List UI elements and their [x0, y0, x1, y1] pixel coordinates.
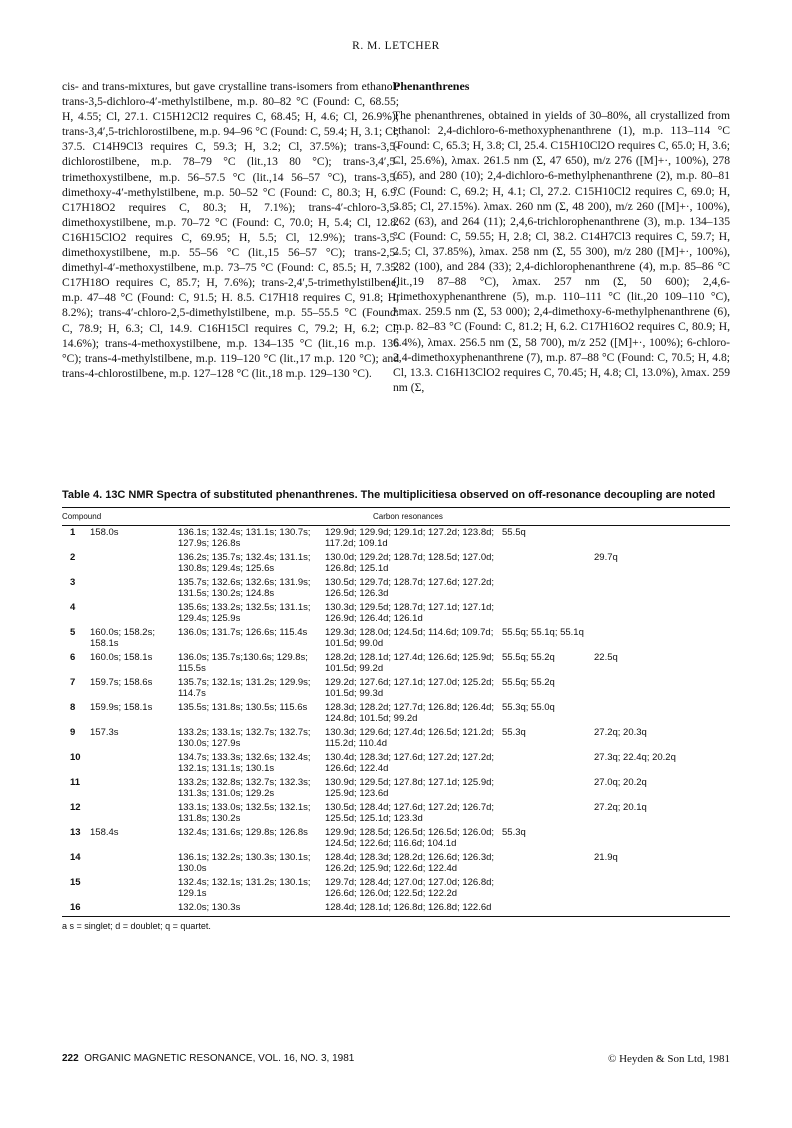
table-title: Table 4. 13C NMR Spectra of substituted phenanthrenes. The multiplicitiesa observed on off-resonance decoupling are noted — [62, 489, 716, 501]
table-cell-c5: 27.2q; 20.1q — [594, 801, 647, 813]
phenanthrene-paragraph: The phenanthrenes, obtained in yields of 30–80%, all crystallized from ethanol: 2,4-dichloro-6-methoxyphenanthrene (1), m.p. 113–114 °C (Found: C, 65.3; H, 3.8; Cl, 25.4. C15H10Cl2O requires C, 65.0; H, 3.6; Cl, 25.6%), λmax. 261.5 nm (Σ, 47 650), m/z 276 ([M]+·, 100%), 278 (65), and 280 (10); 2,4-dichloro-6-methylphenanthrene (2), m.p. 80–81 °C (Found: C, 69.2; H, 4.1; Cl, 27.2. C15H10Cl2 requires C, 69.0; H, 3.85; Cl, 27.15%). λmax. 260 nm (Σ, 48 200), m/z 260 ([M]+·, 100%), 262 (63), and 264 (11); 2,4,6-trichlorophenanthrene (3), m.p. 134–135 °C (Found: C, 59.55; H, 2.8; Cl, 38.2. C14H7Cl3 requires C, 59.7; H, 2.5; Cl, 37.85%), λmax. 258 nm (Σ, 55 300), m/z 280 ([M]+·, 100%), 282 (100), and 284 (33); 2,4-dichlorophenanthrene (4), m.p. 85–86 °C (lit.,19 87–88 °C), λmax. 257 nm (Σ, 50 600); 2,4,6-trimethoxyphenanthrene (5), m.p. 110–111 °C (lit.,20 109–110 °C), λmax. 259.5 nm (Σ, 53 000); 2,4-dimethoxy-6-methylphenanthrene (6), m.p. 82–83 °C (Found: C, 81.2; H, 6.2. C17H16O2 requires C, 80.9; H, 6.4%), λmax. 256.5 nm (Σ, 58 700), m/z 252 ([M]+·, 100%); 6-chloro-2,4-dimethoxyphenanthrene (7), m.p. 87–88 °C (Found: C, 70.5; H, 4.8; Cl, 13.3. C16H13ClO2 requires C, 70.45; H, 4.8; Cl, 13.0%), λmax. 259 nm (Σ, — [393, 109, 730, 394]
table-cell-c1 — [90, 751, 178, 776]
nmr-table — [62, 507, 730, 917]
table-cell-c1 — [90, 601, 178, 626]
table-cell-n: 15 — [70, 876, 81, 888]
table-cell-c2: 135.7s; 132.6s; 132.6s; 131.9s; 131.5s; 130.2s; 124.8s — [178, 576, 311, 599]
table-cell-c3: 129.9d; 129.9d; 129.1d; 127.2d; 123.8d; 117.2d; 109.1d — [325, 526, 495, 549]
table-row — [62, 651, 730, 676]
table-cell-c1: 160.0s; 158.1s — [90, 651, 153, 663]
table-cell-c3: 129.2d; 127.6d; 127.1d; 127.0d; 125.2d; 101.5d; 99.3d — [325, 676, 495, 699]
table-cell-c2: 133.1s; 133.0s; 132.5s; 132.1s; 131.8s; 130.2s — [178, 801, 311, 824]
table-row — [62, 701, 730, 726]
table-cell-c4: 55.5q; 55.2q — [502, 676, 555, 688]
table-cell-c1 — [90, 551, 178, 576]
table-cell-c2: 136.1s; 132.4s; 131.1s; 130.7s; 127.9s; 126.8s — [178, 526, 311, 549]
table-cell-n: 7 — [70, 676, 76, 688]
header-carbon-resonances: Carbon resonances — [178, 508, 730, 526]
table-cell-n: 2 — [70, 551, 76, 563]
table-cell-n: 3 — [70, 576, 76, 588]
table-row — [62, 901, 730, 917]
footer-journal — [62, 1053, 354, 1064]
table-cell-c5 — [594, 701, 730, 726]
table-cell-c2: 136.0s; 131.7s; 126.6s; 115.4s — [178, 626, 308, 638]
copyright: © Heyden & Son Ltd, 1981 — [607, 1053, 730, 1065]
table-cell-n: 12 — [70, 801, 81, 813]
table-cell-c5 — [594, 826, 730, 851]
table-cell-n: 16 — [62, 901, 90, 917]
table-cell-c5 — [594, 601, 730, 626]
table-cell-c2: 132.4s; 131.6s; 129.8s; 126.8s — [178, 826, 308, 838]
table-cell-c4: 55.3q — [502, 826, 526, 838]
header-compound: Compound — [62, 508, 178, 526]
left-column — [62, 79, 399, 381]
table-cell-c3: 130.9d; 129.5d; 127.8d; 127.1d; 125.9d; 125.9d; 123.6d — [325, 776, 495, 799]
table-cell-c1: 158.4s — [90, 826, 119, 838]
table-cell-n: 8 — [70, 701, 76, 713]
section-title: Phenanthrenes — [393, 79, 470, 93]
table-row — [62, 776, 730, 801]
table-cell-c2: 135.5s; 131.8s; 130.5s; 115.6s — [178, 701, 308, 713]
table-cell-c2: 132.0s; 130.3s — [178, 901, 325, 917]
table-cell-c5: 21.9q — [594, 851, 618, 863]
table-cell-c2: 135.6s; 133.2s; 132.5s; 131.1s; 129.4s; 125.9s — [178, 601, 311, 624]
table-cell-c2: 136.1s; 132.2s; 130.3s; 130.1s; 130.0s — [178, 851, 311, 874]
table-cell-c1 — [90, 776, 178, 801]
table-cell-c3: 128.4d; 128.3d; 128.2d; 126.6d; 126.3d; 126.2d; 125.9d; 122.6d; 122.4d — [325, 851, 495, 874]
table-header-row — [62, 508, 730, 526]
table-cell-c4 — [502, 876, 594, 901]
table-cell-c2: 135.7s; 132.1s; 131.2s; 129.9s; 114.7s — [178, 676, 311, 699]
table-footnote: a s = singlet; d = doublet; q = quartet. — [62, 921, 211, 931]
page-number: 222 — [62, 1053, 79, 1064]
table-cell-c2: 134.7s; 133.3s; 132.6s; 132.4s; 132.1s; 131.1s; 130.1s — [178, 751, 311, 774]
table-cell-n: 6 — [70, 651, 76, 663]
table-cell-c1: 157.3s — [90, 726, 119, 738]
table-cell-c3: 128.4d; 128.1d; 126.8d; 126.8d; 122.6d — [325, 901, 502, 917]
table-cell-c3: 129.3d; 128.0d; 124.5d; 114.6d; 109.7d; 101.5d; 99.0d — [325, 626, 494, 649]
right-column — [393, 79, 730, 395]
table-cell-c4 — [502, 776, 594, 801]
table-cell-c3: 130.5d; 129.7d; 128.7d; 127.6d; 127.2d; 126.5d; 126.3d — [325, 576, 495, 599]
table-cell-n: 14 — [70, 851, 81, 863]
table-cell-c2: 136.0s; 135.7s;130.6s; 129.8s; 115.5s — [178, 651, 308, 674]
table-cell-c1 — [90, 801, 178, 826]
table-cell-c3: 130.3d; 129.6d; 127.4d; 126.5d; 121.2d; 115.2d; 110.4d — [325, 726, 495, 749]
table-cell-c1: 159.9s; 158.1s — [90, 701, 153, 713]
table-cell-n: 13 — [70, 826, 81, 838]
table-cell-c3: 129.7d; 128.4d; 127.0d; 127.0d; 126.8d; 126.6d; 126.0d; 122.5d; 122.2d — [325, 876, 495, 899]
table-cell-c5 — [594, 876, 730, 901]
table-cell-c5: 29.7q — [594, 551, 618, 563]
table-cell-c4 — [502, 851, 594, 876]
table-cell-c4 — [502, 751, 594, 776]
table-cell-c2: 133.2s; 133.1s; 132.7s; 132.7s; 130.0s; 127.9s — [178, 726, 311, 749]
table-cell-c3: 130.3d; 129.5d; 128.7d; 127.1d; 127.1d; 126.9d; 126.4d; 126.1d — [325, 601, 495, 624]
table-cell-c3: 130.0d; 129.2d; 128.7d; 128.5d; 127.0d; 126.8d; 125.1d — [325, 551, 495, 574]
table-cell-c5: 27.2q; 20.3q — [594, 726, 647, 738]
table-cell-c4 — [502, 801, 594, 826]
table-cell-c3: 130.4d; 128.3d; 127.6d; 127.2d; 127.2d; 126.6d; 122.4d — [325, 751, 495, 774]
table-cell-c5 — [594, 525, 730, 551]
table-cell-n: 10 — [70, 751, 81, 763]
table-cell-c2: 132.4s; 132.1s; 131.2s; 130.1s; 129.1s — [178, 876, 311, 899]
table-cell-c5 — [594, 901, 730, 917]
table-cell-c1 — [90, 876, 178, 901]
table-row — [62, 551, 730, 576]
table-cell-c4: 55.5q; 55.1q; 55.1q — [502, 626, 584, 638]
table-cell-c4 — [502, 576, 594, 601]
table-cell-c4 — [502, 551, 594, 576]
table-cell-c1 — [90, 851, 178, 876]
table-cell-c1: 158.0s — [90, 526, 119, 538]
table-cell-c1 — [90, 576, 178, 601]
table-cell-n: 1 — [70, 526, 76, 538]
table-cell-c5: 22.5q — [594, 651, 618, 663]
table-row — [62, 626, 730, 651]
table-row — [62, 826, 730, 851]
nmr-table-block — [62, 489, 730, 931]
running-header: R. M. LETCHER — [352, 40, 440, 52]
table-row — [62, 751, 730, 776]
table-cell-c4 — [502, 601, 594, 626]
table-cell-c4: 55.3q; 55.0q — [502, 701, 555, 713]
table-row — [62, 801, 730, 826]
table-row — [62, 601, 730, 626]
table-cell-c5 — [594, 676, 730, 701]
table-cell-c1: 159.7s; 158.6s — [90, 676, 153, 688]
journal-name: ORGANIC MAGNETIC RESONANCE, VOL. 16, NO. 3, 1981 — [84, 1053, 355, 1064]
table-cell-n: 11 — [70, 776, 81, 788]
table-cell-c5 — [594, 626, 730, 651]
table-cell-c5: 27.0q; 20.2q — [594, 776, 647, 788]
table-row — [62, 876, 730, 901]
table-cell-c3: 129.9d; 128.5d; 126.5d; 126.5d; 126.0d; 124.5d; 122.6d; 116.6d; 104.1d — [325, 826, 495, 849]
table-row — [62, 525, 730, 551]
stilbene-paragraph: cis- and trans-mixtures, but gave crystalline trans-isomers from ethanol: trans-3,5-dichloro-4′-methylstilbene, m.p. 80–82 °C (Found: C, 68.55; H, 4.55; Cl, 27.1. C15H12Cl2 requires C, 68.45; H, 4.6; Cl, 26.9%); trans-3,4′,5-trichlorostilbene, m.p. 94–96 °C (Found: C, 59.4; H, 3.1; Cl, 37.5. C14H9Cl3 requires C, 59.3; H, 3.2; Cl, 37.5%); trans-3,5-dichlorostilbene, m.p. 78–79 °C (lit.,13 80 °C); trans-3,4′,5-trimethoxystilbene, m.p. 56–57.5 °C (lit.,14 56–57 °C), trans-3,5-dimethoxy-4′-methylstilbene, m.p. 50–52 °C (Found: C, 80.3; H, 6.9. C17H18O2 requires C, 80.3; H, 7.1%); trans-4′-chloro-3,5-dimethoxystilbene, m.p. 70–72 °C (Found: C, 70.0; H, 5.4; Cl, 12.8. C16H15ClO2 requires C, 69.95; H, 5.5; Cl, 12.9%); trans-3,5-dimethoxystilbene, m.p. 55–56 °C (lit.,15 56–57 °C); trans-2,5-dimethyl-4′-methoxystilbene, m.p. 73–75 °C (Found: C, 85.5; H, 7.35. C17H18O requires C, 85.7; H, 7.6%); trans-2,4′,5-trimethylstilbene, m.p. 47–48 °C (Found: C, 91.5; H. 8.5. C17H18 requires C, 91.8; H, 8.2%); trans-4′-chloro-2,5-dimethylstilbene, m.p. 55–55.5 °C (Found: C, 78.9; H, 6.3; Cl, 14.9. C16H15Cl requires C, 79.2; H, 6.2; Cl, 14.6%); trans-4-methoxystilbene, m.p. 134–135 °C (lit.,16 m.p. 136 °C); trans-4-methylstilbene, m.p. 119–120 °C (lit.,17 m.p. 120 °C); and trans-4-chlorostilbene, m.p. 127–128 °C (lit.,18 m.p. 129–130 °C). — [62, 80, 399, 380]
table-cell-c3: 128.2d; 128.1d; 127.4d; 126.6d; 125.9d; 101.5d; 99.2d — [325, 651, 495, 674]
table-cell-n: 5 — [70, 626, 76, 638]
table-row — [62, 576, 730, 601]
table-cell-c4: 55.5q — [502, 526, 526, 538]
table-cell-c3: 130.5d; 128.4d; 127.6d; 127.2d; 126.7d; 125.5d; 125.1d; 123.3d — [325, 801, 495, 824]
table-row — [62, 851, 730, 876]
table-cell-c4 — [502, 901, 594, 917]
table-cell-n: 4 — [70, 601, 76, 613]
table-row — [62, 726, 730, 751]
table-cell-c1 — [90, 901, 178, 917]
table-cell-c2: 136.2s; 135.7s; 132.4s; 131.1s; 130.8s; 129.4s; 125.6s — [178, 551, 311, 574]
table-cell-c2: 133.2s; 132.8s; 132.7s; 132.3s; 131.3s; 131.0s; 129.2s — [178, 776, 311, 799]
table-cell-c3: 128.3d; 128.2d; 127.7d; 126.8d; 126.4d; 124.8d; 101.5d; 99.2d — [325, 701, 495, 724]
table-cell-n: 9 — [70, 726, 76, 738]
table-cell-c4: 55.3q — [502, 726, 526, 738]
table-row — [62, 676, 730, 701]
table-cell-c5 — [594, 576, 730, 601]
table-cell-c4: 55.5q; 55.2q — [502, 651, 555, 663]
table-cell-c5: 27.3q; 22.4q; 20.2q — [594, 751, 676, 763]
table-cell-c1: 160.0s; 158.2s; 158.1s — [90, 626, 155, 649]
